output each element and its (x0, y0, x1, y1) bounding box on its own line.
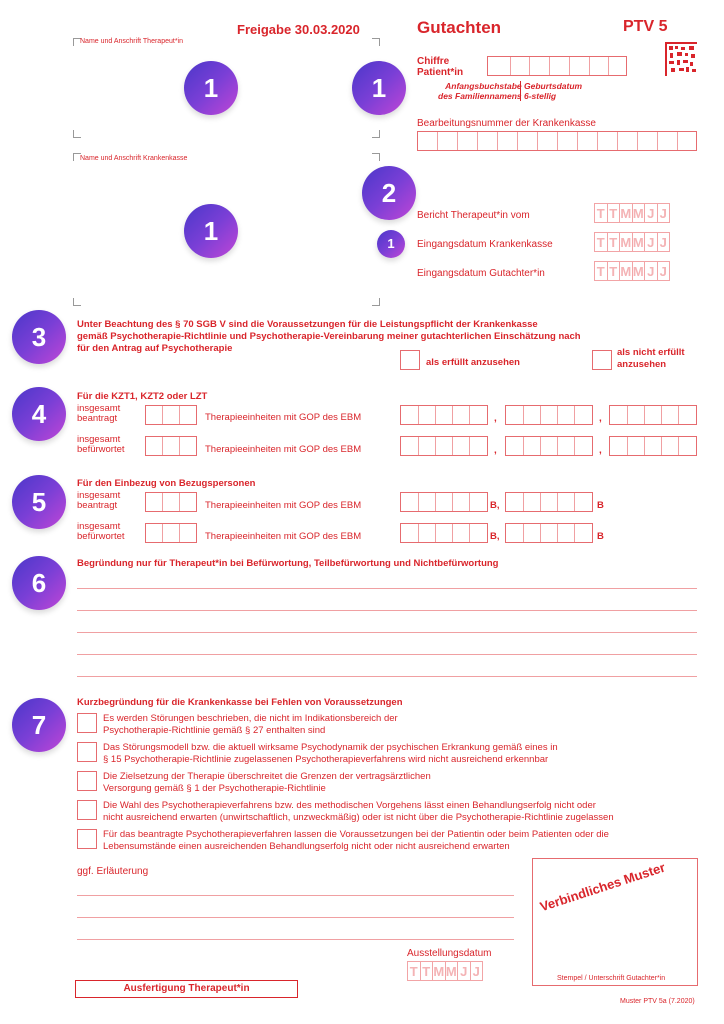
step-badge: 5 (12, 475, 66, 529)
kzt-beantragt-count[interactable] (145, 405, 197, 425)
option-not-fulfilled-label: als nicht erfüllt anzusehen (617, 347, 685, 370)
reason-text-4: Die Wahl des Psychotherapieverfahrens bzw. des methodischen Vorgehens lässt einen Behandlungserfolg nicht oder nicht ausreichend erwarten (unwirtschaftlich, unzweckmäßig) oder ist nicht über die Psychotherapie-Richtlinie zugelassen (103, 800, 614, 823)
reason-checkbox-2[interactable] (77, 742, 97, 762)
section7-title: Kurzbegründung für die Krankenkasse bei Fehlen von Voraussetzungen (77, 697, 403, 708)
b-suffix: B (597, 531, 604, 542)
erlaeuterung-label: ggf. Erläuterung (77, 866, 149, 877)
step-badge: 2 (362, 166, 416, 220)
row-label-befuerwortet: insgesamt befürwortet (77, 521, 125, 542)
reason-checkbox-4[interactable] (77, 800, 97, 820)
gop-label: Therapieeinheiten mit GOP des EBM (205, 444, 362, 455)
gop-input[interactable] (505, 523, 593, 543)
gop-label: Therapieeinheiten mit GOP des EBM (205, 412, 362, 423)
writing-line[interactable] (77, 676, 697, 677)
gop-input[interactable] (400, 523, 488, 543)
eingang-gutachter-label: Eingangsdatum Gutachter*in (417, 268, 545, 279)
step-badge: 4 (12, 387, 66, 441)
chiffre-input[interactable] (487, 56, 627, 76)
row-label-beantragt: insgesamt beantragt (77, 403, 121, 424)
gop-input[interactable] (400, 405, 488, 425)
qr-code-icon (665, 42, 697, 76)
b-suffix: B, (490, 531, 500, 542)
gop-input[interactable] (400, 492, 488, 512)
section6-title: Begründung nur für Therapeut*in bei Befürwortung, Teilbefürwortung und Nichtbefürwortung (77, 558, 499, 569)
address-corner (372, 38, 380, 46)
option-fulfilled-checkbox[interactable] (400, 350, 420, 370)
ausstellungsdatum-input[interactable]: T T M M J J (407, 961, 482, 981)
eingang-kk-label: Eingangsdatum Krankenkasse (417, 239, 553, 250)
step-badge: 3 (12, 310, 66, 364)
b-suffix: B (597, 500, 604, 511)
row-label-beantragt: insgesamt beantragt (77, 490, 121, 511)
step-badge: 1 (352, 61, 406, 115)
bearbeitung-input[interactable] (417, 131, 697, 151)
option-fulfilled-label: als erfüllt anzusehen (426, 357, 520, 368)
b-suffix: B, (490, 500, 500, 511)
kzt-befuerwortet-count[interactable] (145, 436, 197, 456)
copy-label: Ausfertigung Therapeut*in (75, 980, 298, 998)
writing-line[interactable] (77, 939, 514, 940)
reason-checkbox-5[interactable] (77, 829, 97, 849)
writing-line[interactable] (77, 610, 697, 611)
bezug-beantragt-count[interactable] (145, 492, 197, 512)
reason-checkbox-1[interactable] (77, 713, 97, 733)
stamp-watermark: Verbindliches Muster (538, 859, 668, 915)
section3-text: Unter Beachtung des § 70 SGB V sind die Voraussetzungen für die Leistungspflicht der Krankenkasse gemäß Psychotherapie-Richtlinie und Psychotherapie-Vereinbarung meiner gutachterlichen Einschätzung nach für den Antrag auf Psychotherapie (77, 319, 581, 354)
eingang-gutachter-date-input[interactable]: T T M M J J (594, 261, 669, 281)
gop-input[interactable] (505, 436, 593, 456)
separator: , (494, 445, 497, 456)
address-corner (73, 298, 81, 306)
step-badge: 6 (12, 556, 66, 610)
gop-input[interactable] (609, 436, 697, 456)
bearbeitung-label: Bearbeitungsnummer der Krankenkasse (417, 118, 596, 129)
gop-input[interactable] (609, 405, 697, 425)
chiffre-sub-birth: Geburtsdatum 6-stellig (520, 81, 582, 101)
step-badge: 1 (184, 204, 238, 258)
gop-label: Therapieeinheiten mit GOP des EBM (205, 500, 362, 511)
gop-label: Therapieeinheiten mit GOP des EBM (205, 531, 362, 542)
section4-title: Für die KZT1, KZT2 oder LZT (77, 391, 208, 402)
form-id: PTV 5 (623, 18, 668, 35)
gop-input[interactable] (400, 436, 488, 456)
therapist-address-label: Name und Anschrift Therapeut*in (80, 38, 183, 45)
address-corner (73, 130, 81, 138)
step-badge: 1 (184, 61, 238, 115)
insurer-address-label: Name und Anschrift Krankenkasse (80, 155, 188, 162)
writing-line[interactable] (77, 895, 514, 896)
address-corner (372, 130, 380, 138)
gop-input[interactable] (505, 492, 593, 512)
bericht-date-input[interactable]: T T M M J J (594, 203, 669, 223)
release-date: Freigabe 30.03.2020 (237, 22, 360, 37)
writing-line[interactable] (77, 588, 697, 589)
reason-checkbox-3[interactable] (77, 771, 97, 791)
chiffre-label: Chiffre Patient*in (417, 56, 464, 78)
eingang-kk-date-input[interactable]: T T M M J J (594, 232, 669, 252)
address-corner (372, 153, 380, 161)
writing-line[interactable] (77, 632, 697, 633)
writing-line[interactable] (77, 917, 514, 918)
separator: , (494, 413, 497, 424)
address-corner (372, 298, 380, 306)
form-title: Gutachten (417, 18, 502, 37)
chiffre-sub-name: Anfangsbuchstabe des Familiennamens (438, 81, 522, 101)
writing-line[interactable] (77, 654, 697, 655)
step-badge: 7 (12, 698, 66, 752)
reason-text-1: Es werden Störungen beschrieben, die nicht im Indikationsbereich der Psychotherapie-Richtlinie gemäß § 27 enthalten sind (103, 713, 398, 736)
bericht-date-label: Bericht Therapeut*in vom (417, 210, 530, 221)
option-not-fulfilled-checkbox[interactable] (592, 350, 612, 370)
separator: , (599, 445, 602, 456)
bezug-befuerwortet-count[interactable] (145, 523, 197, 543)
form-version: Muster PTV 5a (7.2020) (620, 998, 695, 1005)
reason-text-5: Für das beantragte Psychotherapieverfahren lassen die Voraussetzungen bei der Patientin oder beim Patienten oder die Lebensumstände einen ausreichenden Behandlungserfolg nicht oder nicht ausreichend erwarten (103, 829, 609, 852)
reason-text-3: Die Zielsetzung der Therapie überschreitet die Grenzen der vertragsärztlichen Versorgung gemäß § 1 der Psychotherapie-Richtlinie (103, 771, 431, 794)
row-label-befuerwortet: insgesamt befürwortet (77, 434, 125, 455)
section5-title: Für den Einbezug von Bezugspersonen (77, 478, 256, 489)
step-badge-small: 1 (377, 230, 405, 258)
reason-text-2: Das Störungsmodell bzw. die aktuell wirksame Psychodynamik der psychischen Erkrankung gemäß eines in § 15 Psychotherapie-Richtlinie zugelassenen Psychotherapieverfahrens wird nicht ausreichend erkennbar (103, 742, 558, 765)
stamp-caption: Stempel / Unterschrift Gutachter*in (557, 975, 666, 982)
gop-input[interactable] (505, 405, 593, 425)
separator: , (599, 413, 602, 424)
ausstellungsdatum-label: Ausstellungsdatum (407, 948, 492, 959)
